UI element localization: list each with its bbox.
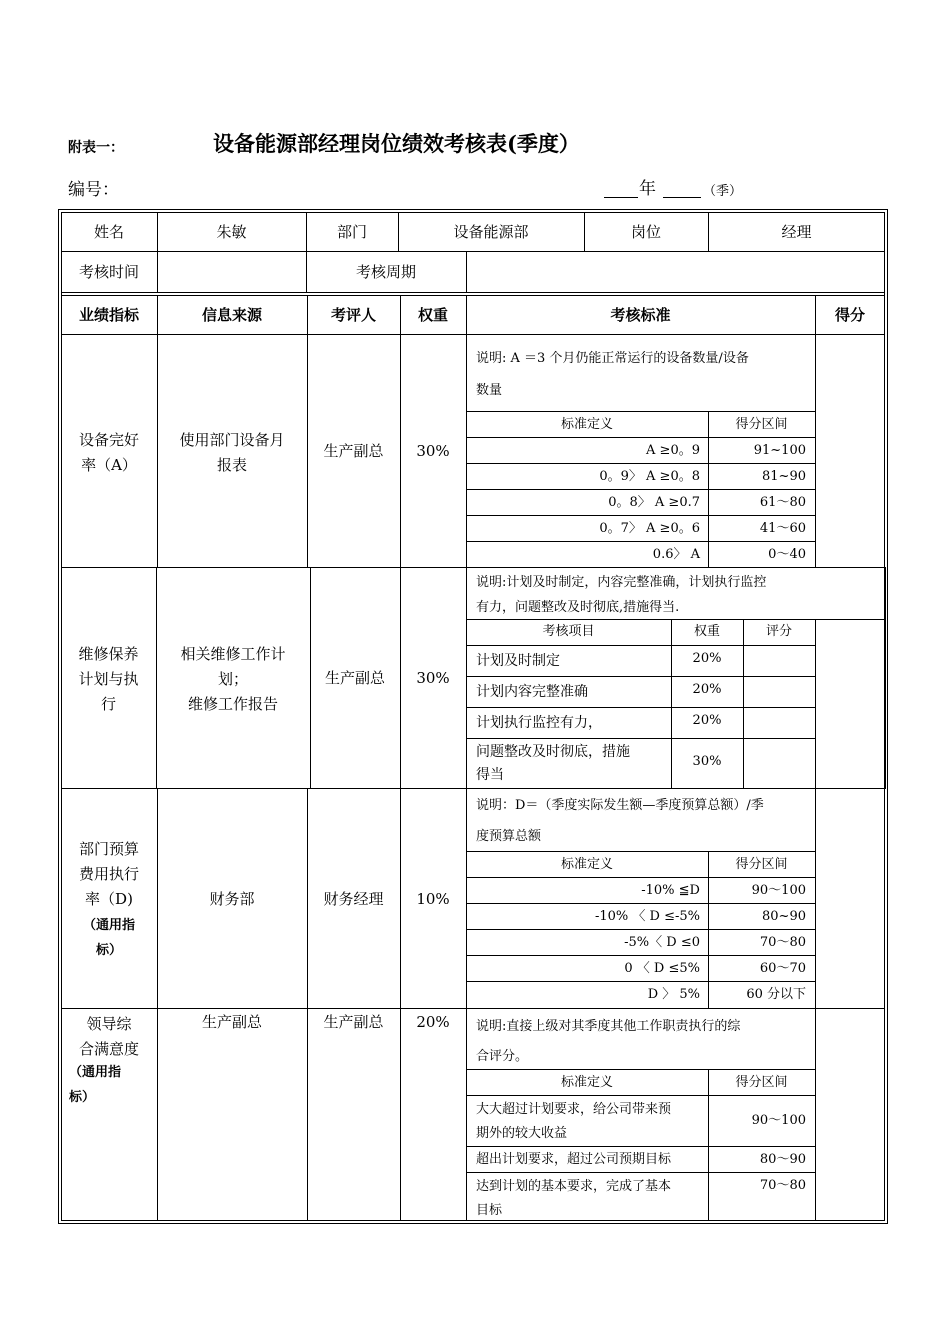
score-range: 70～80 [759,1178,806,1193]
assessor-label: 生产副总 [323,442,384,460]
page-title: 设备能源部经理岗位绩效考核表(季度） [213,131,580,156]
standard-definition: 0。8〉 A ≥0.7 [608,495,700,510]
source-label: 生产副总 [201,1013,262,1031]
item-weight: 20% [692,651,722,666]
time-label: 考核时间 [78,263,139,281]
standard-note: 说明:直接上级对其季度其他工作职责执行的综 合评分。 [476,1019,741,1064]
score-range: 90～100 [751,1113,806,1128]
col-header: 业绩指标 [78,306,139,324]
weight-label: 10% [416,890,450,908]
score-range: 70～80 [759,935,806,950]
indicator-label: 设备完好 率（A） [78,431,139,474]
period-value-field[interactable] [467,252,884,292]
assessment-item: 问题整改及时彻底，措施 得当 [476,744,630,783]
year-blank[interactable] [604,197,638,198]
name-label: 姓名 [93,223,124,241]
time-value-field[interactable] [158,252,306,292]
sub-header: 考核项目 [542,624,595,639]
sub-header: 得分区间 [735,1075,788,1090]
standard-definition: -10% 〈 D ≤-5% [594,909,700,924]
assessor-label: 财务经理 [323,890,384,908]
indicator-note: （通用指 标） [82,918,135,958]
indicator-label: 部门预算 费用执行 率（D) [78,840,139,908]
sub-header: 标准定义 [560,417,613,432]
source-label: 使用部门设备月 报表 [179,431,285,474]
score-cell[interactable] [816,789,884,1008]
number-label: 编号： [68,180,119,200]
item-weight: 20% [692,713,722,728]
sub-header: 得分区间 [735,857,788,872]
year-label: 年 [639,179,656,199]
score-range: 60～70 [759,961,806,976]
sub-header: 权重 [693,624,720,639]
standard-definition: 大大超过计划要求，给公司带来预 期外的较大收益 [476,1102,672,1141]
score-range: 60 分以下 [746,987,806,1002]
item-weight: 30% [692,754,722,769]
score-range: 80～90 [759,1152,806,1167]
standard-note: 说明: A ＝3 个月仍能正常运行的设备数量/设备 数量 [476,351,749,398]
standard-definition: 超出计划要求，超过公司预期目标 [476,1152,672,1167]
standard-definition: 达到计划的基本要求，完成了基本 目标 [476,1179,672,1218]
col-header: 权重 [417,306,448,324]
attachment-label: 附表一： [68,140,124,156]
score-range: 91~100 [753,443,806,458]
source-label: 相关维修工作计 划； 维修工作报告 [180,645,286,713]
season-blank[interactable] [663,197,701,198]
score-range: 0～40 [768,547,806,562]
dept-label: 部门 [336,223,367,241]
assessment-item: 计划及时制定 [476,653,560,669]
standard-definition: 0 〈 D ≤5% [624,961,700,976]
name-value[interactable]: 朱敏 [216,223,247,241]
col-header: 考核标准 [610,306,671,324]
score-cell[interactable] [816,335,884,567]
col-header: 信息来源 [201,306,262,324]
assessor-label: 生产副总 [323,1013,384,1031]
weight-label: 20% [416,1013,450,1031]
item-weight: 20% [692,682,722,697]
sub-header: 标准定义 [560,857,613,872]
score-range: 61～80 [759,495,806,510]
indicator-label: 领导综 合满意度 [78,1015,139,1058]
standard-definition: A ≥0。9 [646,443,700,458]
standard-definition: 0。7〉 A ≥0。6 [599,521,700,536]
standard-definition: -10% ≦D [641,883,700,898]
score-cell[interactable] [816,1009,884,1220]
source-label: 财务部 [209,890,255,908]
rating-cells[interactable] [744,646,814,788]
assessment-item: 计划执行监控有力， [476,715,602,731]
standard-definition: 0.6〉 A [652,547,700,562]
indicator-label: 维修保养 计划与执 行 [78,645,139,713]
post-value[interactable]: 经理 [781,223,812,241]
period-label: 考核周期 [355,263,416,281]
indicator-note: （通用指 标） [69,1065,122,1105]
sub-header: 得分区间 [735,417,788,432]
post-label: 岗位 [630,223,661,241]
standard-definition: D 〉 5% [647,987,700,1002]
weight-label: 30% [416,442,450,460]
assessment-item: 计划内容完整准确 [476,684,588,700]
standard-note: 说明:计划及时制定，内容完整准确，计划执行监控 有力，问题整改及时彻底,措施得当. [476,575,767,615]
sub-header: 评分 [765,624,792,639]
sub-header: 标准定义 [560,1075,613,1090]
assessor-label: 生产副总 [324,669,385,687]
dept-value[interactable]: 设备能源部 [453,223,529,241]
score-range: 90～100 [751,883,806,898]
standard-definition: -5%〈 D ≤0 [624,935,700,950]
col-header: 考评人 [330,306,376,324]
season-label: （季） [703,184,743,199]
standard-definition: 0。9〉 A ≥0。8 [599,469,700,484]
standard-note: 说明：D＝（季度实际发生额—季度预算总额）/季 度预算总额 [476,798,764,844]
score-range: 80~90 [762,909,806,924]
weight-label: 30% [416,669,450,687]
score-range: 41～60 [759,521,806,536]
col-header: 得分 [834,306,865,324]
score-range: 81~90 [762,469,806,484]
